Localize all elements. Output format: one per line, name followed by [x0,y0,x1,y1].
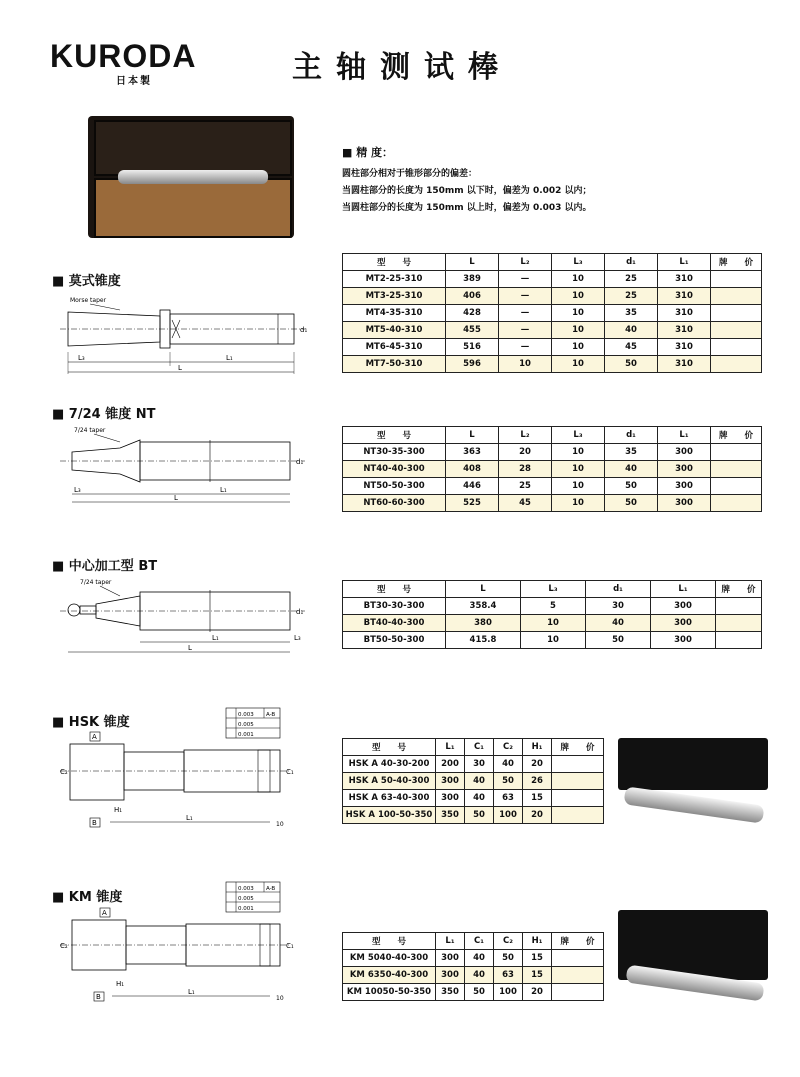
table-cell: 30 [465,756,494,773]
hsk-drawing [50,706,320,836]
table-cell: 10 [499,356,552,373]
table-cell: 408 [446,461,499,478]
table-cell: 20 [523,807,552,824]
dim-h1: H₁ [114,806,123,814]
table-cell: 310 [658,356,711,373]
dim-c2: C₂ [60,942,68,950]
table-cell: 300 [651,615,716,632]
col-header: C₁ [465,739,494,756]
table-cell: BT40-40-300 [343,615,446,632]
precision-heading: ■ 精 度： [342,146,394,159]
table-cell: 10 [521,615,586,632]
table-cell: 25 [605,288,658,305]
dim-l: L [178,364,182,372]
table-row [343,950,604,967]
case-tray [94,178,292,238]
col-header: 型 号 [343,254,446,271]
table-cell [552,967,604,984]
table-cell: MT2-25-310 [343,271,446,288]
table-cell: 300 [658,495,711,512]
table-cell: KM 6350-40-300 [343,967,436,984]
table-row [343,271,762,288]
table-cell: NT60-60-300 [343,495,446,512]
table-cell [711,495,762,512]
datum-b: B [92,819,97,827]
table-cell: 10 [552,461,605,478]
dim-l1: L₁ [188,988,195,996]
tolerance-value: 0.001 [238,732,254,738]
table-row [343,322,762,339]
datum-ref: A-B [266,886,276,892]
table-cell [716,598,762,615]
table-cell: KM 5040-40-300 [343,950,436,967]
table-cell: 300 [651,632,716,649]
table-cell: 28 [499,461,552,478]
table-cell: 428 [446,305,499,322]
dim-l3: L₃ [74,486,81,494]
tolerance-value: 0.001 [238,906,254,912]
table-cell: 50 [605,356,658,373]
table-cell: 596 [446,356,499,373]
table-cell: MT5-40-310 [343,322,446,339]
tolerance-value: 0.005 [238,722,254,728]
table-row [343,478,762,495]
table-cell: 20 [523,756,552,773]
dim-l3: L₃ [78,354,85,362]
dim-h1: H₁ [116,980,125,988]
table-cell: 10 [552,495,605,512]
table-row [343,807,604,824]
bt-spec-table [342,580,762,649]
col-header: 型 号 [343,581,446,598]
precision-line: 当圆柱部分的长度为 150mm 以下时，偏差为 0.002 以内； [342,186,592,196]
dim-10: 10 [276,995,284,1002]
table-cell: 310 [658,305,711,322]
col-header: 型 号 [343,739,436,756]
table-cell: 63 [494,967,523,984]
table-cell: — [499,288,552,305]
table-cell: NT30-35-300 [343,444,446,461]
table-cell [716,615,762,632]
table-cell: 446 [446,478,499,495]
dim-l1: L₁ [186,814,193,822]
dim-c1: C₁ [286,942,294,950]
col-header: L₁ [658,254,711,271]
table-cell: KM 10050-50-350 [343,984,436,1001]
table-cell: 10 [552,322,605,339]
table-cell: 50 [605,478,658,495]
table-cell: 40 [465,967,494,984]
col-header: 牌 价 [552,933,604,950]
datum-ref: A-B [266,712,276,718]
table-cell: 300 [436,773,465,790]
table-cell: 516 [446,339,499,356]
table-cell: 300 [658,478,711,495]
table-cell: 26 [523,773,552,790]
table-row [343,773,604,790]
col-header: L₁ [651,581,716,598]
col-header: L₂ [499,427,552,444]
table-cell: 300 [436,950,465,967]
datum-b: B [96,993,101,1001]
col-header: 型 号 [343,933,436,950]
col-header: L₃ [521,581,586,598]
table-row [343,632,762,649]
table-cell: 525 [446,495,499,512]
table-cell: 20 [499,444,552,461]
table-cell: 10 [552,444,605,461]
tolerance-value: 0.003 [238,886,254,892]
mt-spec-table [342,253,762,373]
table-row [343,495,762,512]
table-cell [552,773,604,790]
table-cell: 45 [499,495,552,512]
table-row [343,444,762,461]
col-header: L [446,254,499,271]
bt-drawing [50,574,320,660]
table-cell [716,632,762,649]
precision-line: 圆柱部分相对于锥形部分的偏差： [342,169,478,179]
case-lid [94,120,292,176]
col-header: 型 号 [343,427,446,444]
section-heading-mt: ■ 莫式锥度 [52,274,121,289]
table-cell: NT50-50-300 [343,478,446,495]
table-cell: HSK A 63-40-300 [343,790,436,807]
table-cell: 15 [523,950,552,967]
table-cell: 10 [552,356,605,373]
table-cell [552,807,604,824]
table-cell: 300 [436,790,465,807]
table-cell: 35 [605,444,658,461]
dim-l1: L₁ [220,486,227,494]
hsk-case-photo [618,738,768,790]
table-cell: 10 [552,271,605,288]
table-cell: 40 [465,950,494,967]
table-cell: 45 [605,339,658,356]
table-cell: HSK A 40-30-200 [343,756,436,773]
table-cell: MT6-45-310 [343,339,446,356]
col-header: d₁ [586,581,651,598]
table-cell: 300 [436,967,465,984]
table-cell: MT4-35-310 [343,305,446,322]
table-cell: 10 [552,478,605,495]
col-header: C₁ [465,933,494,950]
brand-logo: KURODA [50,38,197,74]
table-cell [711,322,762,339]
table-row [343,967,604,984]
table-cell: 40 [586,615,651,632]
table-row [343,790,604,807]
table-cell: 350 [436,807,465,824]
test-bar-image [118,170,268,184]
table-cell: BT50-50-300 [343,632,446,649]
section-heading-km: ■ KM 锥度 [52,890,123,905]
table-cell: 40 [494,756,523,773]
table-cell: 300 [658,461,711,478]
table-cell [711,271,762,288]
nt-spec-table [342,426,762,512]
table-cell: 40 [605,461,658,478]
dim-10: 10 [276,821,284,828]
table-cell: MT7-50-310 [343,356,446,373]
datum-a: A [92,733,97,741]
km-drawing [50,880,320,1010]
dim-l1: L₁ [212,634,219,642]
table-cell [711,356,762,373]
dim-l1: L₁ [226,354,233,362]
dim-l: L [174,494,178,502]
table-cell [711,288,762,305]
table-cell: 40 [605,322,658,339]
section-heading-hsk: ■ HSK 锥度 [52,715,130,730]
table-cell: 50 [586,632,651,649]
table-cell [552,756,604,773]
table-cell: 310 [658,271,711,288]
table-cell: 10 [521,632,586,649]
table-cell: 25 [605,271,658,288]
table-cell: NT40-40-300 [343,461,446,478]
col-header: H₁ [523,739,552,756]
table-cell: 380 [446,615,521,632]
table-cell: 15 [523,967,552,984]
col-header: 牌 价 [711,254,762,271]
table-cell: 300 [651,598,716,615]
col-header: L [446,581,521,598]
table-cell: — [499,271,552,288]
precision-line: 当圆柱部分的长度为 150mm 以上时，偏差为 0.003 以内。 [342,203,592,213]
table-cell: 40 [465,790,494,807]
hsk-spec-table [342,738,604,824]
table-cell [711,339,762,356]
col-header: 牌 价 [716,581,762,598]
dim-l3: L₃ [294,634,301,642]
table-cell: 10 [552,305,605,322]
col-header: d₁ [605,427,658,444]
table-cell: HSK A 100-50-350 [343,807,436,824]
tolerance-value: 0.005 [238,896,254,902]
nt-drawing [50,422,320,508]
table-row [343,288,762,305]
table-cell: 100 [494,807,523,824]
table-cell: 10 [552,339,605,356]
table-cell: — [499,322,552,339]
section-heading-nt: ■ 7/24 锥度 NT [52,407,156,422]
table-cell: 30 [586,598,651,615]
table-cell: 50 [494,950,523,967]
dim-d1: d₁ [296,608,304,616]
table-cell [711,305,762,322]
table-cell: 350 [436,984,465,1001]
drawing-label: Morse taper [70,297,107,304]
table-cell: 389 [446,271,499,288]
table-row [343,984,604,1001]
table-cell [711,461,762,478]
brand-subtitle: 日本製 [116,76,152,87]
table-cell: 15 [523,790,552,807]
table-cell: 5 [521,598,586,615]
table-row [343,461,762,478]
table-cell: HSK A 50-40-300 [343,773,436,790]
tolerance-value: 0.003 [238,712,254,718]
km-spec-table [342,932,604,1001]
datum-a: A [102,909,107,917]
table-cell: MT3-25-310 [343,288,446,305]
col-header: L₁ [436,739,465,756]
table-cell [711,444,762,461]
table-cell: — [499,339,552,356]
col-header: 牌 价 [552,739,604,756]
table-cell: 50 [605,495,658,512]
table-row [343,339,762,356]
col-header: L₁ [436,933,465,950]
page-title: 主轴测试棒 [292,50,512,85]
table-cell: 358.4 [446,598,521,615]
col-header: d₁ [605,254,658,271]
table-cell: 10 [552,288,605,305]
dim-l: L [188,644,192,652]
table-cell: 310 [658,288,711,305]
table-cell: 310 [658,322,711,339]
dim-c1: C₁ [286,768,294,776]
product-case-photo [88,116,294,238]
table-cell: 20 [523,984,552,1001]
table-cell: 50 [494,773,523,790]
table-row [343,598,762,615]
drawing-label: 7/24 taper [80,579,112,586]
table-cell: 415.8 [446,632,521,649]
table-cell: 406 [446,288,499,305]
table-cell: 35 [605,305,658,322]
col-header: C₂ [494,739,523,756]
table-cell: 40 [465,773,494,790]
col-header: L₃ [552,427,605,444]
col-header: L [446,427,499,444]
table-row [343,756,604,773]
dim-d1: d₁ [296,458,304,466]
table-cell: 25 [499,478,552,495]
col-header: L₃ [552,254,605,271]
table-cell: 50 [465,984,494,1001]
table-row [343,356,762,373]
table-cell: 200 [436,756,465,773]
col-header: L₁ [658,427,711,444]
table-cell: — [499,305,552,322]
table-cell: 50 [465,807,494,824]
col-header: L₂ [499,254,552,271]
table-cell: 100 [494,984,523,1001]
table-cell: 300 [658,444,711,461]
drawing-label: 7/24 taper [74,427,106,434]
col-header: H₁ [523,933,552,950]
mt-drawing [50,290,320,380]
table-cell [711,478,762,495]
col-header: 牌 价 [711,427,762,444]
table-cell: 455 [446,322,499,339]
table-cell [552,950,604,967]
dim-d1: d₁ [300,326,308,334]
table-cell: BT30-30-300 [343,598,446,615]
dim-c2: C₂ [60,768,68,776]
table-cell: 310 [658,339,711,356]
table-cell: 363 [446,444,499,461]
col-header: C₂ [494,933,523,950]
table-row [343,305,762,322]
table-cell: 63 [494,790,523,807]
hsk-bar-photo [623,786,764,823]
table-row [343,615,762,632]
table-cell [552,790,604,807]
section-heading-bt: ■ 中心加工型 BT [52,559,158,574]
table-cell [552,984,604,1001]
